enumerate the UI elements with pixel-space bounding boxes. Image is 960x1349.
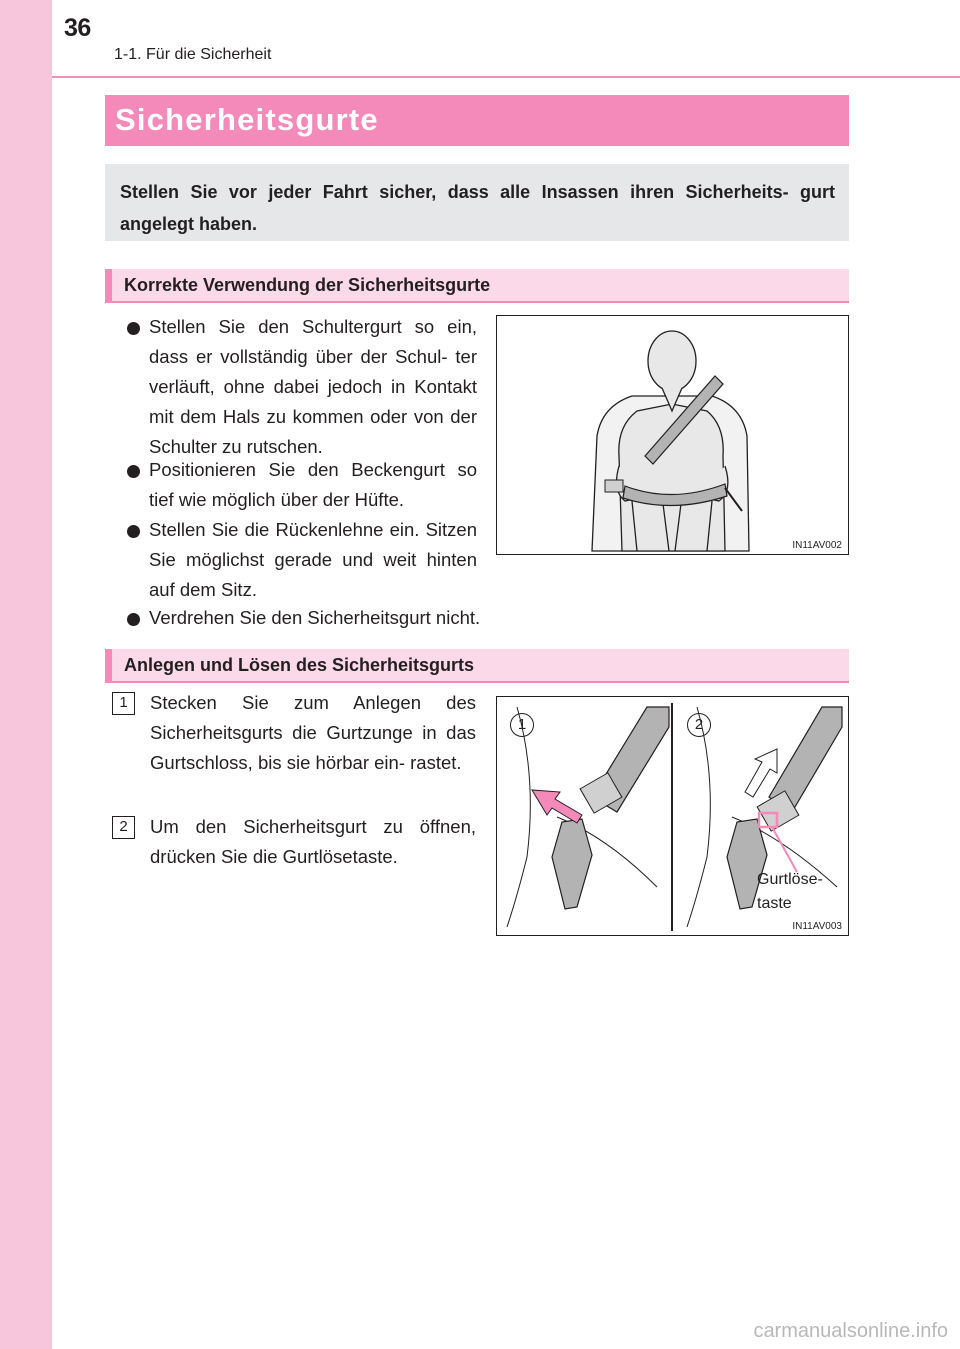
page-title-banner	[105, 95, 849, 146]
step-item	[112, 688, 477, 808]
bullet-item	[127, 515, 477, 605]
subheading-fastening-label: Anlegen und Lösen des Sicherheitsgurts	[124, 655, 475, 675]
buckle-illustration	[497, 697, 847, 934]
bullet-item	[127, 455, 477, 515]
step-number: 2	[112, 816, 135, 839]
page-title: Sicherheitsgurte	[115, 102, 379, 137]
section-label: 1-1. Für die Sicherheit	[114, 46, 272, 63]
bullet-text: Stellen Sie den Schultergurt so ein, dass er vollständig über der Schul- ter verläuft, ohne dabei jedoch in Kontakt mit dem Hals zu kommen oder von der Schulter zu rutschen.	[149, 316, 477, 457]
intro-box	[105, 164, 849, 241]
release-button-callout-line1: Gurtlöse-	[757, 871, 823, 888]
step-text: Stecken Sie zum Anlegen des Sicherheitsgurts die Gurtzunge in das Gurtschloss, bis sie hörbar ein- rastet.	[150, 692, 476, 773]
side-tab-bar	[0, 0, 52, 1349]
step-number: 1	[112, 692, 135, 715]
release-button-callout-line2: taste	[757, 895, 792, 912]
bullet-text: Positionieren Sie den Beckengurt so tief wie möglich über der Hüfte.	[149, 459, 477, 510]
bullet-item	[127, 603, 627, 633]
step-text: Um den Sicherheitsgurt zu öffnen, drücken Sie die Gurtlösetaste.	[150, 816, 476, 867]
bullet-text: Verdrehen Sie den Sicherheitsgurt nicht.	[149, 607, 481, 628]
watermark: carmanualsonline.info	[753, 1320, 948, 1342]
figure-step-number: 1	[510, 713, 534, 737]
bullet-text: Stellen Sie die Rückenlehne ein. Sitzen Sie möglichst gerade und weit hinten auf dem Sitz.	[149, 519, 477, 600]
subheading-fastening	[105, 649, 849, 683]
seated-occupant-illustration	[497, 316, 847, 553]
intro-text: Stellen Sie vor jeder Fahrt sicher, dass alle Insassen ihren Sicherheits- gurt angelegt haben.	[120, 182, 835, 234]
subheading-correct-use-label: Korrekte Verwendung der Sicherheitsgurte	[124, 275, 491, 295]
bullet-dot-icon	[127, 613, 140, 626]
bullet-dot-icon	[127, 322, 140, 335]
header-divider	[52, 76, 960, 78]
subheading-correct-use	[105, 269, 849, 303]
bullet-dot-icon	[127, 465, 140, 478]
figure-step-number: 2	[687, 713, 711, 737]
figure-code: IN11AV003	[792, 921, 842, 932]
figure-code: IN11AV002	[792, 540, 842, 551]
step-item	[112, 812, 477, 872]
bullet-item	[127, 312, 477, 462]
page-number: 36	[64, 14, 91, 42]
bullet-dot-icon	[127, 525, 140, 538]
figure-seated-occupant	[496, 315, 849, 555]
figure-buckle	[496, 696, 849, 936]
